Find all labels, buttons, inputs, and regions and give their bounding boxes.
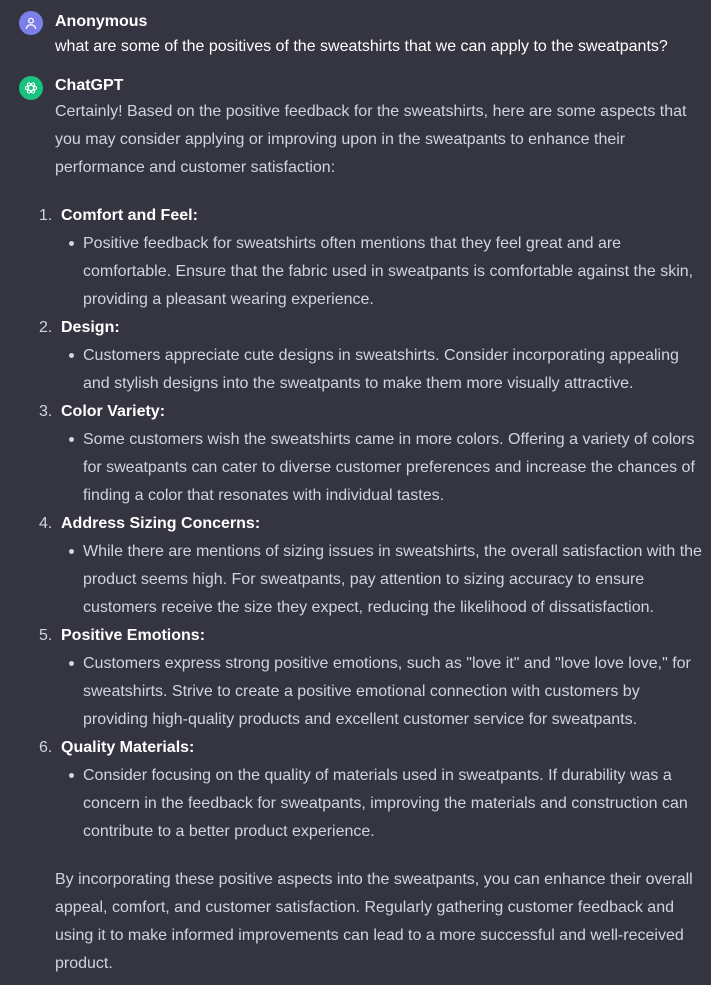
list-item-number: 3. [39,403,53,420]
list-item-detail: Consider focusing on the quality of materials used in sweatpants. If durability was a concern in the feedback for sweatpants, improving the materials and construction can contribute to a better product experience. [83,767,688,840]
list-item [0,202,700,314]
bullet-dot [69,353,74,358]
assistant-avatar [19,76,43,100]
bullet-dot [69,773,74,778]
list-item [0,510,700,622]
list-item [0,622,700,734]
list-item [0,734,700,846]
list-item-title: Quality Materials: [61,739,195,756]
list-item-title: Comfort and Feel: [61,207,198,224]
list-item-detail: Customers express strong positive emotions, such as "love it" and "love love love," for sweatshirts. Strive to create a positive emotional connection with customers by providing high-quality products and excellent customer service for sweatpants. [83,655,691,728]
list-item-bullet [83,426,703,510]
user-author-name: Anonymous [55,13,148,30]
list-item-number: 4. [39,515,53,532]
list-item [0,398,700,510]
user-message-text: what are some of the positives of the sweatshirts that we can apply to the sweatpants? [55,38,668,55]
list-item-title: Color Variety: [61,403,166,420]
bullet-dot [69,661,74,666]
list-item-bullet [83,650,703,734]
list-item-detail: Customers appreciate cute designs in sweatshirts. Consider incorporating appealing and stylish designs into the sweatpants to make them more visually attractive. [83,347,679,392]
bullet-dot [69,437,74,442]
list-item-detail: Some customers wish the sweatshirts came in more colors. Offering a variety of colors for sweatpants can cater to diverse customer preferences and increase the chances of finding a color that resonates with individual tastes. [83,431,695,504]
list-item-detail: Positive feedback for sweatshirts often mentions that they feel great and are comfortable. Ensure that the fabric used in sweatpants is comfortable against the skin, providing a pleasant wearing experience. [83,235,694,308]
list-item-title: Address Sizing Concerns: [61,515,261,532]
list-item-bullet [83,342,703,398]
bullet-dot [69,549,74,554]
openai-logo-icon [23,80,39,96]
list-item-number: 5. [39,627,53,644]
list-item-number: 6. [39,739,53,756]
list-item-number: 2. [39,319,53,336]
assistant-author-name: ChatGPT [55,77,124,94]
list-item-bullet [83,230,703,314]
list-item-bullet [83,538,703,622]
list-item-title: Design: [61,319,120,336]
list-item-detail: While there are mentions of sizing issues in sweatshirts, the overall satisfaction with the product seems high. For sweatpants, pay attention to sizing accuracy to ensure customers receive the size they expect, reducing the likelihood of dissatisfaction. [83,543,702,616]
suggestions-list [0,202,700,846]
list-item-title: Positive Emotions: [61,627,206,644]
assistant-closing-text: By incorporating these positive aspects into the sweatpants, you can enhance their overall appeal, comfort, and customer satisfaction. Regularly gathering customer feedback and using it to make informed improvements can lead to a more successful and well-received product. [55,871,693,972]
list-item [0,314,700,398]
list-item-bullet [83,762,703,846]
list-item-number: 1. [39,207,53,224]
assistant-intro-text: Certainly! Based on the positive feedback for the sweatshirts, here are some aspects that you may consider applying or improving upon in the sweatpants to enhance their performance and customer satisfaction: [55,103,687,176]
bullet-dot [69,241,74,246]
